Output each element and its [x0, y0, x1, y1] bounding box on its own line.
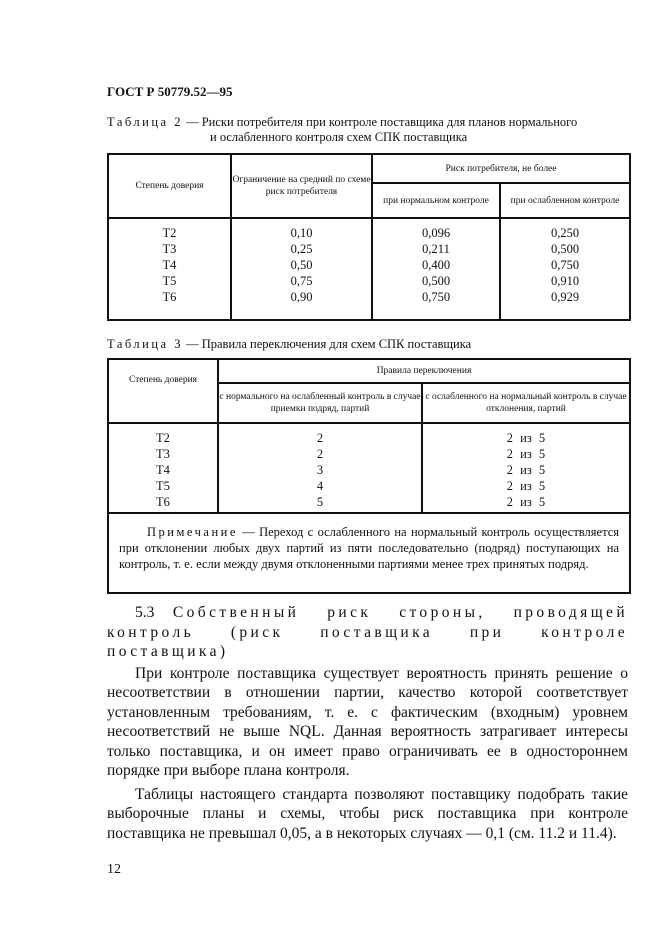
- table-cell: 0,211: [422, 242, 450, 256]
- table2-header-normal: при нормальном контроле: [372, 183, 500, 218]
- table3-header-degree: Степень доверия: [108, 359, 218, 423]
- section-body: [107, 603, 628, 843]
- table-cell: Т3: [162, 242, 177, 256]
- table-cell: 0,096: [421, 226, 451, 240]
- table-cell: 2 из 5: [506, 463, 546, 477]
- table-cell: 2 из 5: [506, 431, 546, 445]
- table3-header-to-normal: с ослабленного на нормальный контроль в случае отклонения, партий: [422, 383, 630, 423]
- table-cell: Т6: [156, 495, 170, 509]
- table3-note: [108, 513, 630, 593]
- section-paragraph-2: Таблицы настоящего стандарта позволяют поставщику подобрать такие выборочные планы и схемы, чтобы риск поставщика при контроле поставщика не превышал 0,05, а в некоторых случаях — 0,1 (см. 11.2 и 11.4).: [107, 785, 628, 842]
- table-cell: Т4: [162, 258, 177, 272]
- page-number: 12: [107, 862, 121, 877]
- table3: [107, 358, 631, 594]
- table-cell: 0,929: [550, 290, 580, 304]
- table2-caption-label: Таблица 2: [107, 115, 183, 129]
- table3-caption: [107, 336, 471, 352]
- table-cell: Т5: [162, 274, 177, 288]
- table-cell: 0,90: [290, 290, 313, 304]
- table-cell: Т5: [156, 479, 170, 493]
- table-cell: 2 из 5: [506, 447, 546, 461]
- table3-col-to-reduced: [218, 423, 422, 513]
- table3-header-rules: Правила переключения: [218, 359, 630, 383]
- table-cell: 2 из 5: [506, 479, 546, 493]
- table3-col-degree: [108, 423, 218, 513]
- section-title: Собственный риск стороны, проводящей контроль (риск поставщика при контроле поставщика): [107, 604, 629, 660]
- table-cell: Т6: [162, 290, 177, 304]
- table-cell: Т2: [162, 226, 177, 240]
- table-cell: 0,910: [550, 274, 580, 288]
- table-cell: 0,500: [421, 274, 451, 288]
- table-cell: 3: [316, 463, 324, 477]
- table2-caption-line2: и ослабленного контроля схем СПК поставщика: [210, 130, 468, 144]
- table2-col-normal: [372, 218, 500, 320]
- table-cell: Т3: [156, 447, 170, 461]
- table3-caption-text: — Правила переключения для схем СПК поставщика: [182, 337, 472, 351]
- section-number: 5.3: [135, 604, 173, 621]
- table3-col-to-normal: [422, 423, 630, 513]
- table-cell: 2: [316, 431, 324, 445]
- table-cell: 4: [316, 479, 324, 493]
- table2-caption: [107, 114, 577, 130]
- table2-caption-text: — Риски потребителя при контроле поставщика для планов нормального: [182, 115, 578, 129]
- table-cell: 0,10: [290, 226, 313, 240]
- table-cell: Т4: [156, 463, 170, 477]
- table2-header-degree: Степень доверия: [108, 154, 231, 218]
- table-cell: 0,25: [290, 242, 313, 256]
- table3-header-to-reduced: с нормального на ослабленный контроль в случае приемки подряд, партий: [218, 383, 422, 423]
- table2-col-reduced: [500, 218, 630, 320]
- table-cell: 0,400: [421, 258, 451, 272]
- table-cell: 0,750: [550, 258, 580, 272]
- table2-col-limit: [231, 218, 372, 320]
- table-cell: 2: [316, 447, 324, 461]
- table3-note-label: Примечание: [147, 525, 238, 539]
- table-cell: 2 из 5: [506, 495, 546, 509]
- table-cell: Т2: [156, 431, 170, 445]
- table2-col-degree: [108, 218, 231, 320]
- table-cell: 0,250: [550, 226, 580, 240]
- section-paragraph-1: При контроле поставщика существует вероятность принять решение о несоответствии в отношении партии, качество которой соответствует установленным требованиям, т. е. с фактическим (входным) уровнем несоответствий не выше NQL. Данная вероятность затрагивает интересы только поставщика, и он имеет право ограничивать ее в одностороннем порядке при выборе плана контроля.: [107, 664, 628, 779]
- table3-caption-label: Таблица 3: [107, 337, 183, 351]
- table3-note-text: — Переход с ослабленного на нормальный контроль осуществляется при отклонении любых двух партий из пяти последовательно (подряд) поступающих на контроль, т. е. если между двумя отклоненными партиями менее трех принятых подряд.: [119, 525, 619, 571]
- section-heading: [107, 603, 628, 662]
- document-header: ГОСТ Р 50779.52—95: [107, 84, 233, 99]
- table2-header-reduced: при ослабленном контроле: [500, 183, 630, 218]
- table-cell: 5: [316, 495, 324, 509]
- table2-header-risk: Риск потребителя, не более: [372, 154, 630, 183]
- table2: [107, 153, 631, 321]
- table2-header-limit: Ограничение на средний по схеме риск потребителя: [231, 154, 372, 218]
- table-cell: 0,75: [290, 274, 313, 288]
- table-cell: 0,500: [550, 242, 580, 256]
- table-cell: 0,750: [421, 290, 451, 304]
- table-cell: 0,50: [290, 258, 313, 272]
